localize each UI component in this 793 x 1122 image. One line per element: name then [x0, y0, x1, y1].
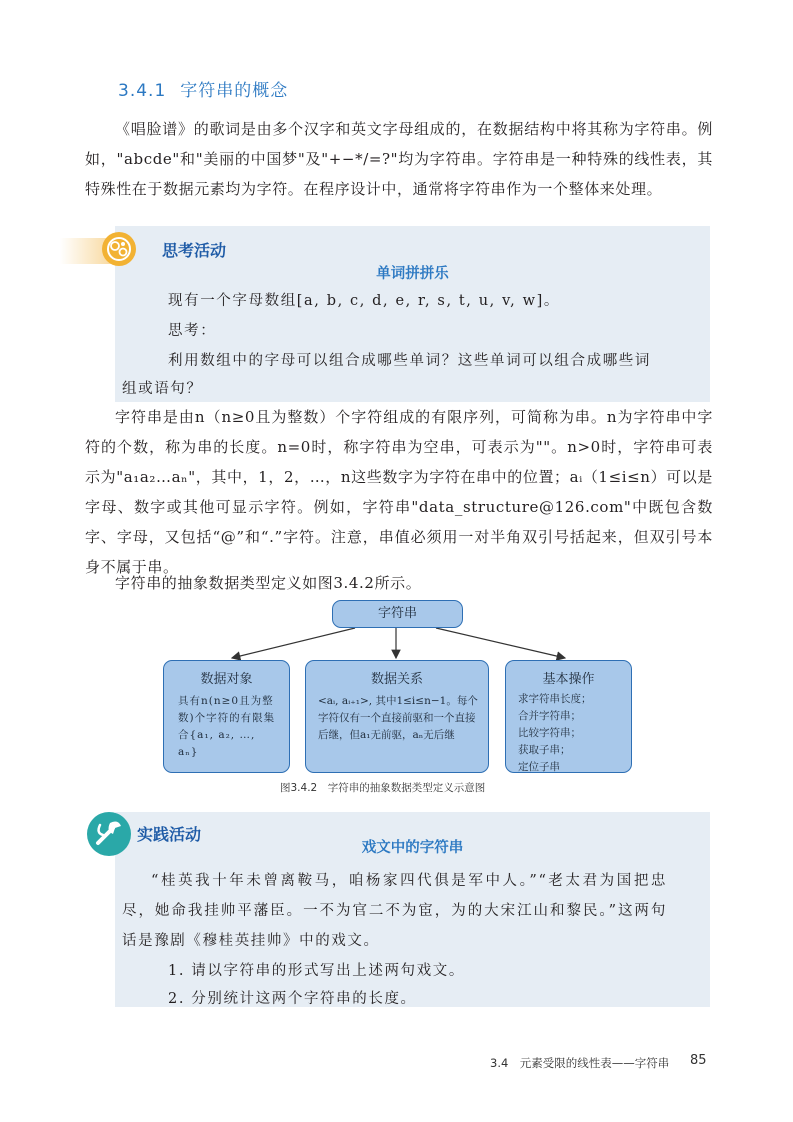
footer-section: 3.4 元素受限的线性表——字符串	[490, 1056, 670, 1070]
section-title: 字符串的概念	[180, 81, 289, 101]
think-line-1: 现有一个字母数组[a, b, c, d, e, r, s, t, u, v, w]。	[168, 293, 560, 309]
operation-item: 比较字符串；	[518, 727, 581, 739]
data-object-box	[163, 660, 290, 773]
page-number: 85	[690, 1053, 707, 1068]
data-relation-title: 数据关系	[370, 672, 423, 687]
intro-text: 《唱脸谱》的歌词是由多个汉字和英文字母组成的，在数据结构中将其称为字符串。例如，"abcde"和"美丽的中国梦"及"+−*/=?"均为字符串。字符串是一种特殊的线性表，其特殊性在于数据元素均为字符。在程序设计中，通常将字符串作为一个整体来处理。	[85, 120, 713, 198]
practice-question-1: 1. 请以字符串的形式写出上述两句戏文。	[168, 963, 465, 979]
operation-item: 获取子串；	[518, 744, 571, 756]
think-line-2: 思考：	[168, 323, 217, 339]
basic-operations-box	[505, 660, 632, 773]
figure-caption: 图3.4.2 字符串的抽象数据类型定义示意图	[280, 782, 486, 794]
think-activity-title: 思考活动	[162, 241, 227, 260]
think-line-4: 组或语句？	[122, 381, 203, 397]
practice-text: “桂英我十年未曾离鞍马，咱杨家四代俱是军中人。”“老太君为国把忠尽，她命我挂帅平藩臣。一不为官二不为宦，为的大宋江山和黎民。”这两句话是豫剧《穆桂英挂帅》中的戏文。	[122, 873, 667, 949]
definition-text: 字符串是由n（n≥0且为整数）个字符组成的有限序列，可简称为串。n为字符串中字符的个数，称为串的长度。n=0时，称字符串为空串，可表示为""。n>0时，字符串可表示为"a₁a₂…aₙ"，其中，1，2，…，n这些数字为字符在串中的位置；aᵢ（1≤i≤n）可以是字母、数字或其他可显示字符。例如，字符串"data_structure@126.com"中既包含数字、字母，又包括“@”和“.”字符。注意，串值必须用一对半角双引号括起来，但双引号本身不属于串。	[85, 408, 713, 576]
data-relation-body: <aᵢ, aᵢ₊₁>, 其中1≤i≤n−1。每个字符仅有一个直接前驱和一个直接后继，但a₁无前驱，aₙ无后继	[318, 695, 478, 741]
diagram-root-label: 字符串	[377, 606, 417, 621]
think-activity-subtitle: 单词拼拼乐	[376, 266, 449, 282]
adt-intro-text: 字符串的抽象数据类型定义如图3.4.2所示。	[115, 574, 422, 592]
section-number: 3.4.1	[118, 81, 167, 101]
operation-item: 求字符串长度；	[518, 693, 592, 705]
practice-activity-title: 实践活动	[137, 825, 202, 844]
operation-item: 定位子串	[518, 761, 560, 773]
practice-question-2: 2. 分别统计这两个字符串的长度。	[168, 991, 417, 1007]
operation-item: 合并字符串；	[518, 710, 581, 722]
basic-operations-list	[518, 691, 625, 776]
basic-operations-title: 基本操作	[542, 672, 595, 687]
data-object-body: 具有n(n≥0且为整数)个字符的有限集合{a₁, a₂, …, aₙ}	[178, 695, 276, 758]
think-line-3: 利用数组中的字母可以组合成哪些单词？这些单词可以组合成哪些词	[168, 353, 651, 369]
diagram-root-box	[332, 600, 463, 628]
data-object-title: 数据对象	[200, 672, 253, 687]
practice-activity-subtitle: 戏文中的字符串	[361, 840, 464, 856]
data-relation-box	[305, 660, 489, 773]
